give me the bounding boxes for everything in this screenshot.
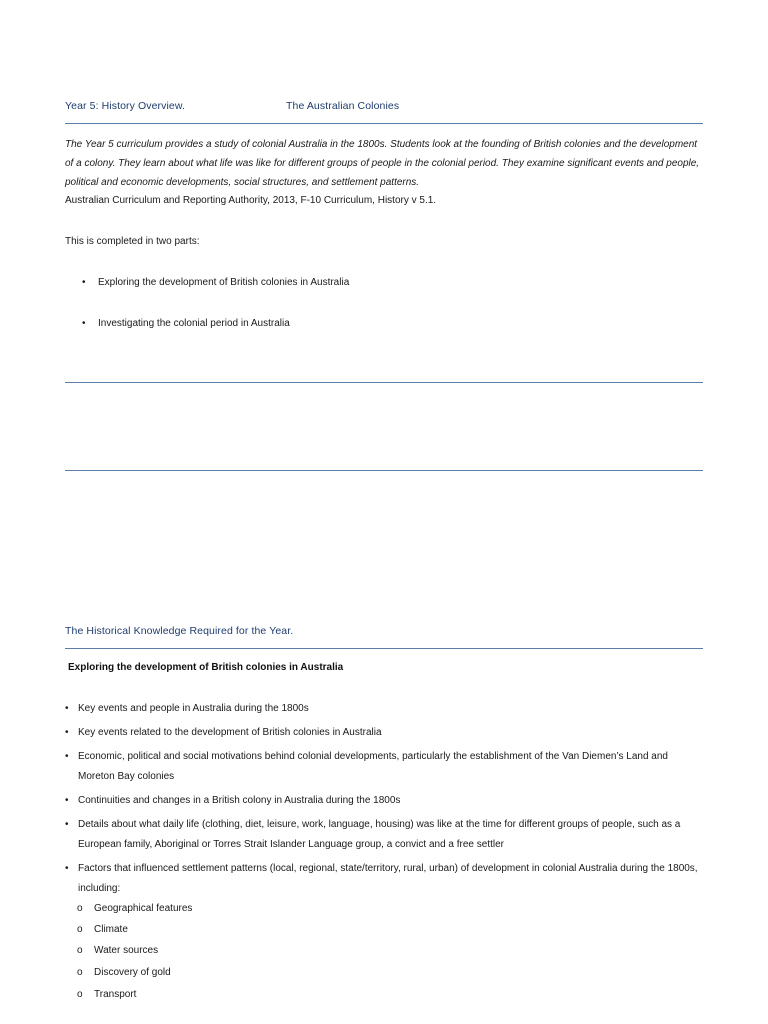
divider [65, 648, 703, 649]
sub-list-item-text: Discovery of gold [94, 967, 171, 978]
divider [65, 382, 703, 383]
list-item-text: Factors that influenced settlement patterns (local, regional, state/territory, rural, urban) of development in colonial Australia during the 1800s, including: [78, 863, 698, 894]
circle-bullet-icon: o [77, 945, 83, 956]
divider [65, 470, 703, 471]
sub-list-item-text: Climate [94, 924, 128, 935]
bullet-icon: • [65, 863, 69, 874]
bullet-icon: • [65, 795, 69, 806]
list-item [65, 747, 705, 786]
list-item-text: Key events and people in Australia during the 1800s [78, 703, 309, 714]
header-left-title: Year 5: History Overview. [65, 100, 185, 112]
bullet-icon: • [65, 751, 69, 762]
bullet-icon: • [65, 703, 69, 714]
bullet-icon: • [65, 727, 69, 738]
header-right-title: The Australian Colonies [286, 100, 400, 112]
sub-list-item-text: Water sources [94, 945, 159, 956]
sub-list-item-text: Geographical features [94, 903, 193, 914]
citation: Australian Curriculum and Reporting Authority, 2013, F-10 Curriculum, History v 5.1. [65, 195, 437, 206]
intro-paragraph: The Year 5 curriculum provides a study of colonial Australia in the 1800s. Students look at the founding of British colonies and the development of a colony. They learn about what life was like for different groups of people in the colonial period. They examine significant events and people, political and economic developments, social structures, and settlement patterns. [65, 139, 700, 188]
list-item [65, 791, 705, 811]
circle-bullet-icon: o [77, 989, 83, 1000]
list-item [65, 723, 705, 743]
circle-bullet-icon: o [77, 967, 83, 978]
list-item-text: Exploring the development of British colonies in Australia [98, 277, 350, 288]
list-item [65, 859, 705, 898]
circle-bullet-icon: o [77, 903, 83, 914]
knowledge-heading: The Historical Knowledge Required for the Year. [65, 625, 294, 637]
list-item-text: Key events related to the development of British colonies in Australia [78, 727, 382, 738]
list-item [65, 815, 705, 854]
bullet-icon: • [65, 819, 69, 830]
section-title: Exploring the development of British colonies in Australia [68, 662, 344, 673]
list-item-text: Investigating the colonial period in Australia [98, 318, 290, 329]
divider [65, 123, 703, 124]
list-item [65, 699, 705, 719]
list-item-text: Details about what daily life (clothing, diet, leisure, work, language, housing) was like at the time for different groups of people, such as a European family, Aboriginal or Torres Strait Islander Language group, a convict and a free settler [78, 819, 681, 850]
circle-bullet-icon: o [77, 924, 83, 935]
list-item-text: Continuities and changes in a British colony in Australia during the 1800s [78, 795, 401, 806]
bullet-icon: • [82, 318, 86, 329]
parts-lead: This is completed in two parts: [65, 236, 200, 247]
list-item-text: Economic, political and social motivations behind colonial developments, particularly the establishment of the Van Diemen’s Land and Moreton Bay colonies [78, 751, 668, 782]
bullet-icon: • [82, 277, 86, 288]
sub-list-item-text: Transport [94, 989, 137, 1000]
